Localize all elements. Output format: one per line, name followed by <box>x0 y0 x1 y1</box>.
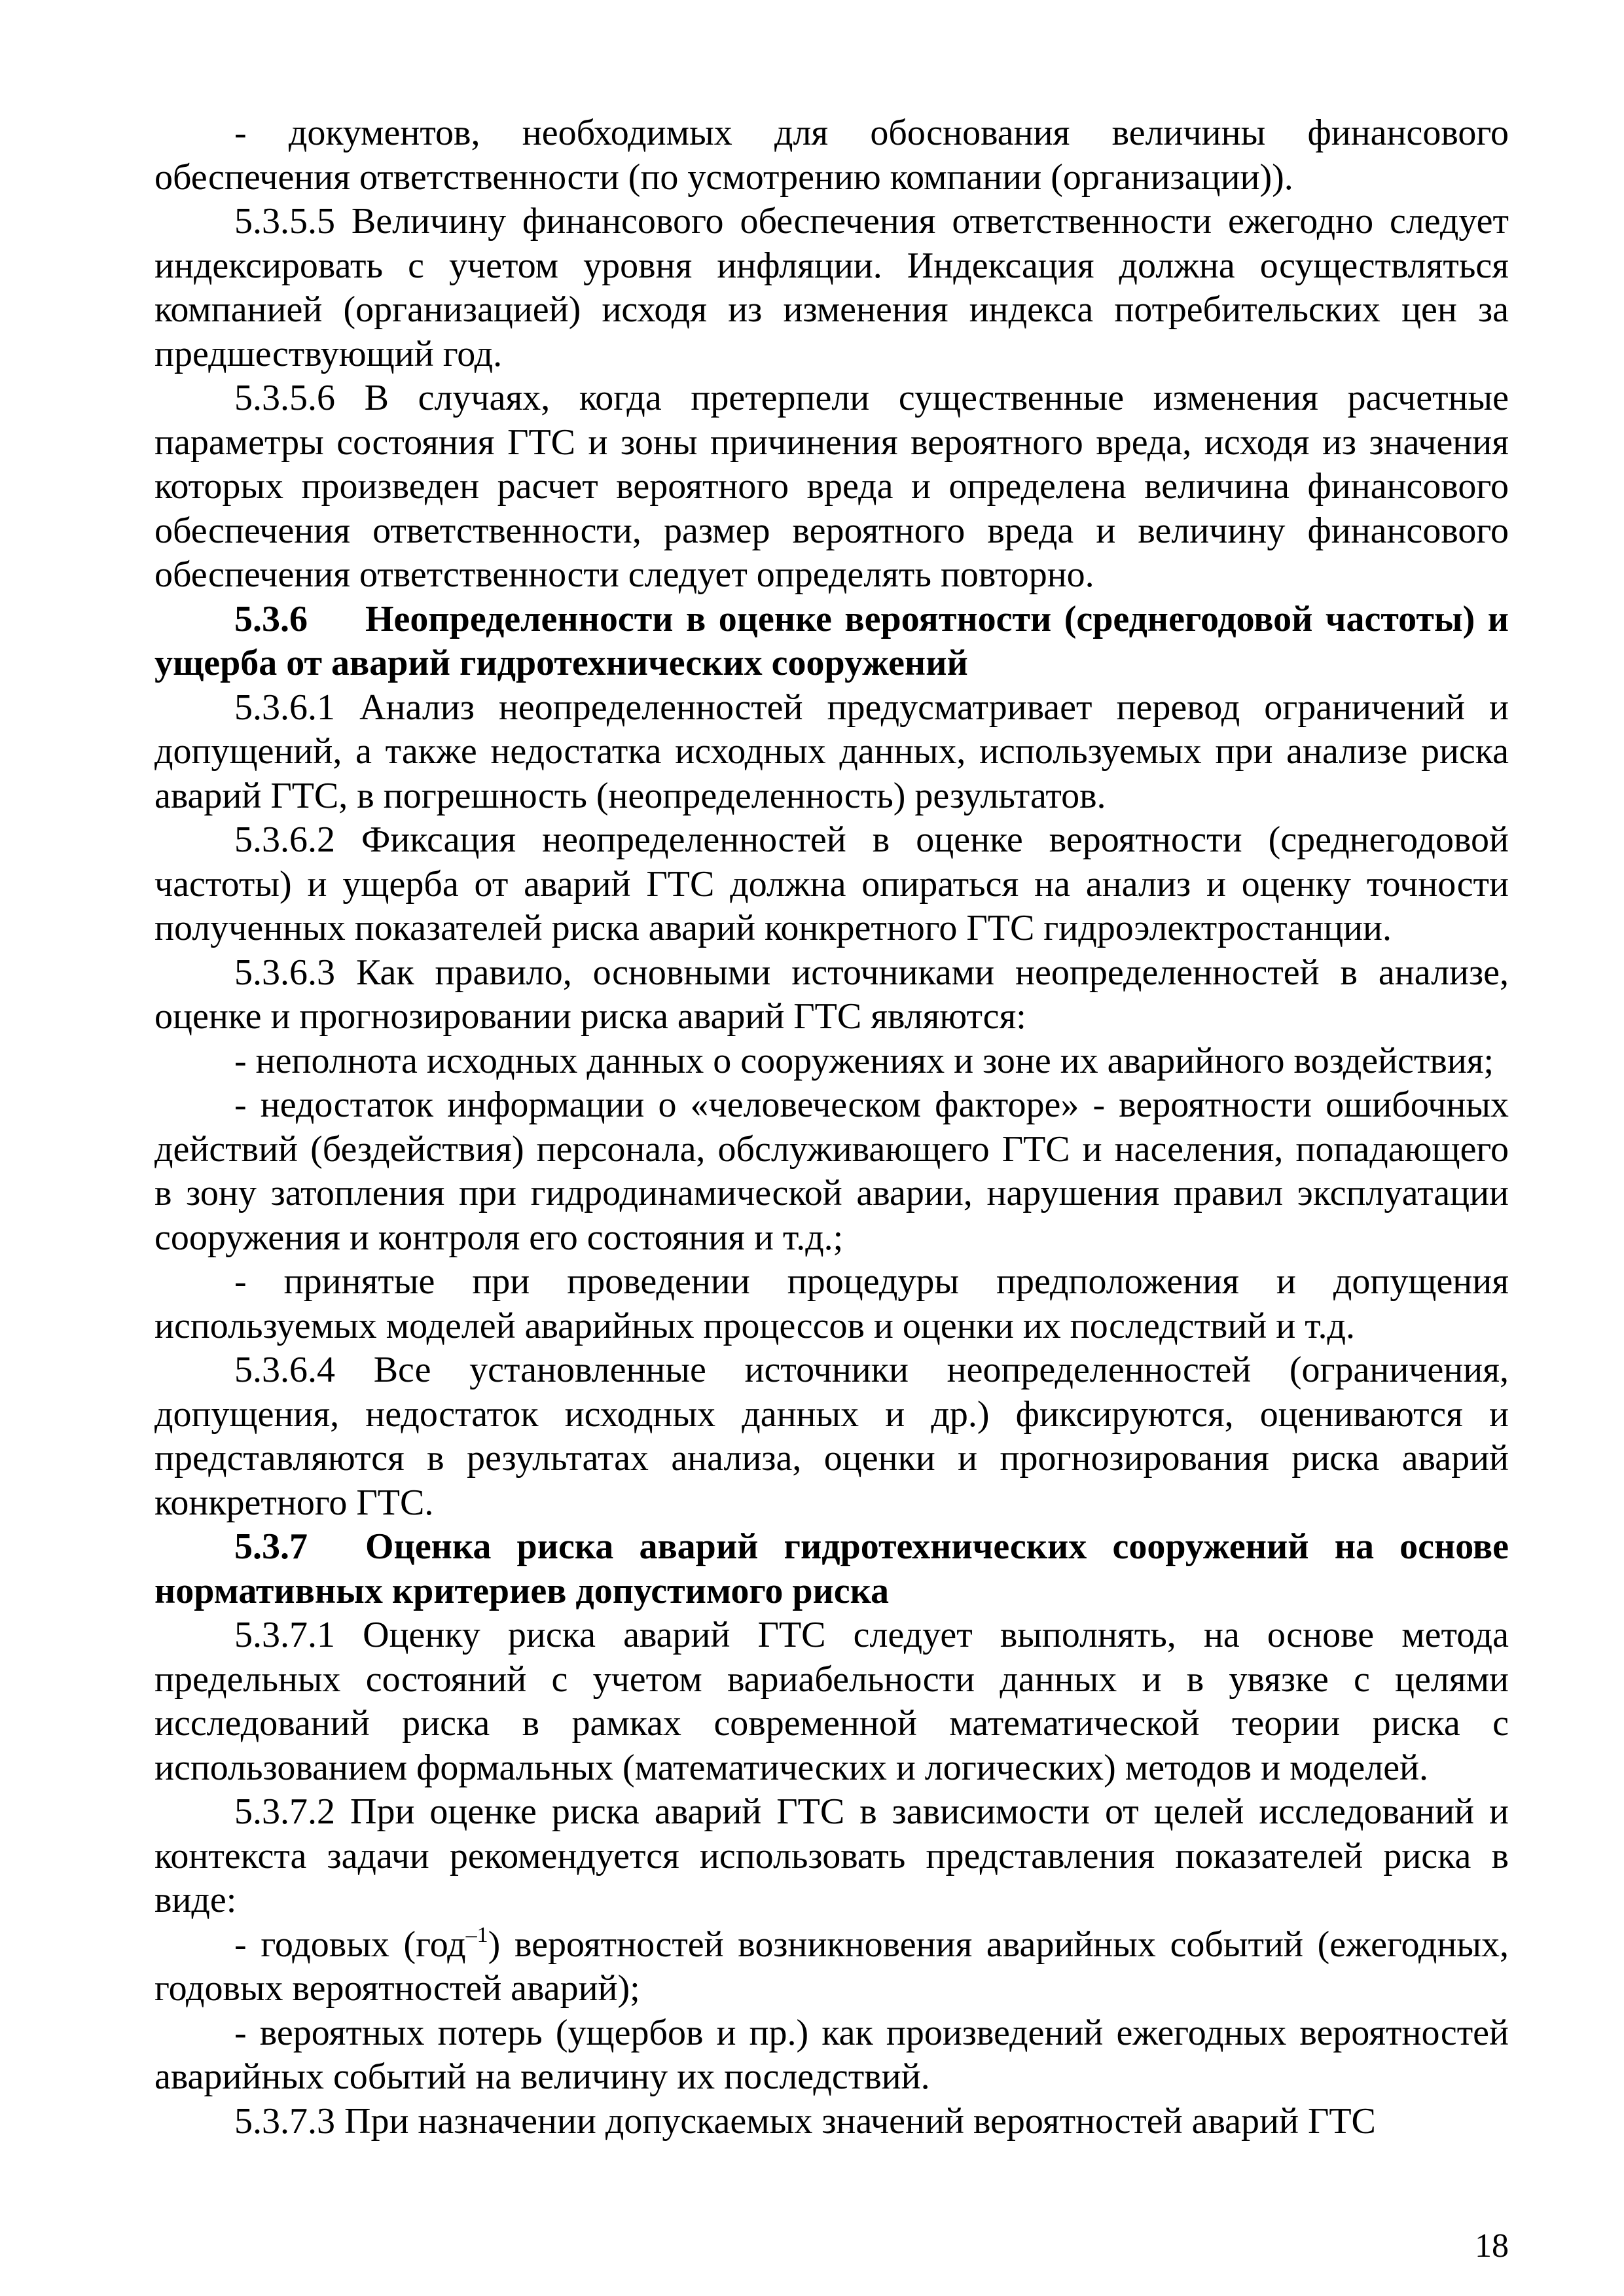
list-item-annual-probabilities <box>154 1923 1509 2011</box>
paragraph-financial-documents: - документов, необходимых для обоснования величины финансового обеспечения ответственности (по усмотрению компании (организации)). <box>154 113 1509 198</box>
section-title: Неопределенности в оценке вероятности (среднегодовой частоты) и ущерба от аварий гидротехнических сооружений <box>154 598 1509 683</box>
section-number: 5.3.7 <box>234 1526 308 1567</box>
section-heading-5-3-6 <box>154 598 1509 686</box>
list-item-human-factor: - недостаток информации о «человеческом факторе» - вероятности ошибочных действий (бездействия) персонала, обслуживающего ГТС и населения, попадающего в зону затопления при гидродинамической аварии, нарушения правил эксплуатации сооружения и контроля его состояния и т.д.; <box>154 1085 1509 1258</box>
list-item-model-assumptions: - принятые при проведении процедуры предположения и допущения используемых моделей аварийных процессов и оценки их последствий и т.д. <box>154 1261 1509 1346</box>
paragraph-5-3-6-4: 5.3.6.4 Все установленные источники неопределенностей (ограничения, допущения, недостаток исходных данных и др.) фиксируются, оцениваются и представляются в результатах анализа, оценки и прогнозирования риска аварий конкретного ГТС. <box>154 1350 1509 1523</box>
list-item-text-start: - годовых (год <box>234 1924 466 1965</box>
page-number: 18 <box>1475 2227 1509 2265</box>
section-number: 5.3.6 <box>234 598 308 639</box>
paragraph-5-3-6-1: 5.3.6.1 Анализ неопределенностей предусматривает перевод ограничений и допущений, а также недостатка исходных данных, используемых при анализе риска аварий ГТС, в погрешность (неопределенность) результатов. <box>154 687 1509 816</box>
paragraph-5-3-6-2: 5.3.6.2 Фиксация неопределенностей в оценке вероятности (среднегодовой частоты) и ущерба от аварий ГТС должна опираться на анализ и оценку точности полученных показателей риска аварий конкретного ГТС гидроэлектростанции. <box>154 819 1509 948</box>
list-item-probable-losses: - вероятных потерь (ущербов и пр.) как произведений ежегодных вероятностей аварийных событий на величину их последствий. <box>154 2012 1509 2097</box>
list-item-text-end: ) вероятностей возникновения аварийных событий (ежегодных, годовых вероятностей аварий); <box>154 1924 1509 2009</box>
paragraph-5-3-5-6: 5.3.5.6 В случаях, когда претерпели существенные изменения расчетные параметры состояния ГТС и зоны причинения вероятного вреда, исходя из значения которых произведен расчет вероятного вреда и определена величина финансового обеспечения ответственности, размер вероятного вреда и величину финансового обеспечения ответственности следует определять повторно. <box>154 378 1509 595</box>
section-heading-5-3-7 <box>154 1525 1509 1613</box>
paragraph-5-3-5-5: 5.3.5.5 Величину финансового обеспечения ответственности ежегодно следует индексировать с учетом уровня инфляции. Индексация должна осуществляться компанией (организацией) исходя из изменения индекса потребительских цен за предшествующий год. <box>154 201 1509 374</box>
paragraph-5-3-7-3: 5.3.7.3 При назначении допускаемых значений вероятностей аварий ГТС <box>234 2100 1376 2142</box>
superscript-exponent: –1 <box>465 1922 488 1947</box>
section-title: Оценка риска аварий гидротехнических сооружений на основе нормативных критериев допустимого риска <box>154 1526 1509 1611</box>
paragraph-5-3-7-2: 5.3.7.2 При оценке риска аварий ГТС в зависимости от целей исследований и контекста задачи рекомендуется использовать представления показателей риска в виде: <box>154 1791 1509 1920</box>
paragraph-5-3-7-1: 5.3.7.1 Оценку риска аварий ГТС следует выполнять, на основе метода предельных состояний с учетом вариабельности данных и в увязке с целями исследований риска в рамках современной математической теории риска с использованием формальных (математических и логических) методов и моделей. <box>154 1615 1509 1788</box>
list-item-incomplete-data: - неполнота исходных данных о сооружениях и зоне их аварийного воздействия; <box>234 1040 1494 1081</box>
paragraph-5-3-6-3: 5.3.6.3 Как правило, основными источниками неопределенностей в анализе, оценке и прогнозировании риска аварий ГТС являются: <box>154 952 1509 1037</box>
document-page <box>154 111 1509 2144</box>
